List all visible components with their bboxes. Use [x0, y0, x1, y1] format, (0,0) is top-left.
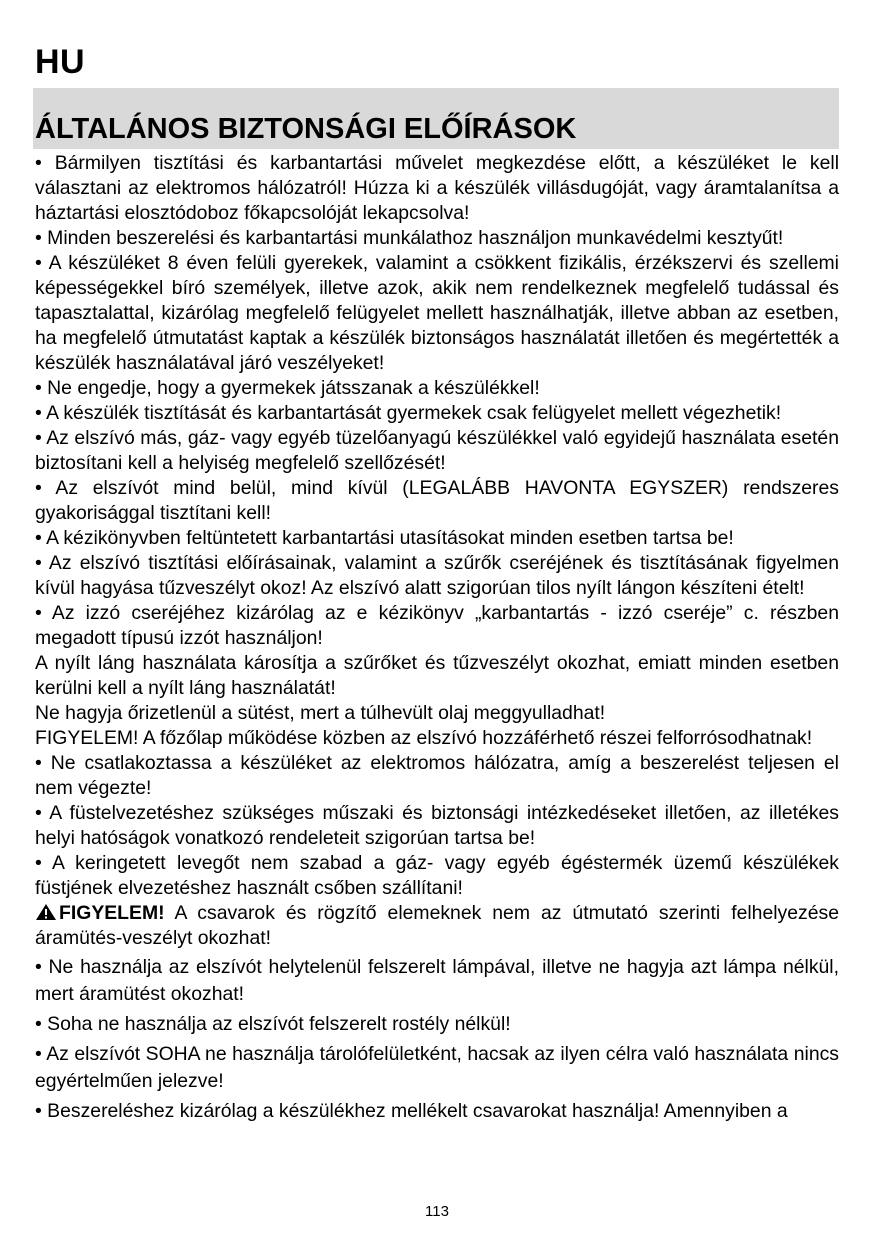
- warning-text: A csavarok és rögzítő elemeknek nem az útmutató szerinti felhelyezése áramütés-veszélyt okozhat!: [35, 902, 839, 949]
- paragraph: • Ne engedje, hogy a gyermekek játsszanak a készülékkel!: [35, 377, 540, 399]
- paragraph: A nyílt láng használata károsítja a szűrőket és tűzveszélyt okozhat, emiatt minden esetben kerülni kell a nyílt láng használatát!: [35, 652, 839, 699]
- paragraph: • A füstelvezetéshez szükséges műszaki és biztonsági intézkedéseket illetően, az illetékes helyi hatóságok vonatkozó rendeleteit szigorúan tartsa be!: [35, 802, 839, 849]
- paragraph: • Soha ne használja az elszívót felszerelt rostély nélkül!: [35, 1013, 511, 1035]
- paragraph: • Az elszívót mind belül, mind kívül (LEGALÁBB HAVONTA EGYSZER) rendszeres gyakorisággal tisztítani kell!: [35, 477, 839, 524]
- paragraph: • A kézikönyvben feltüntetett karbantartási utasításokat minden esetben tartsa be!: [35, 527, 734, 549]
- paragraph: • Minden beszerelési és karbantartási munkálathoz használjon munkavédelmi kesztyűt!: [35, 227, 784, 249]
- safety-text: [35, 151, 839, 1125]
- section-title: ÁLTALÁNOS BIZTONSÁGI ELŐÍRÁSOK: [35, 113, 577, 145]
- warning-paragraph: [35, 901, 839, 951]
- section-title-bar: [33, 88, 839, 149]
- paragraph: • Beszereléshez kizárólag a készülékhez mellékelt csavarokat használja! Amennyiben a: [35, 1100, 788, 1122]
- page-number: 113: [425, 1203, 449, 1220]
- paragraph: • Az elszívót SOHA ne használja tárolófelületként, hacsak az ilyen célra való használata nincs egyértelműen jelezve!: [35, 1043, 839, 1092]
- language-code: HU: [35, 43, 86, 81]
- warning-label: FIGYELEM!: [59, 902, 165, 924]
- paragraph: • Ne használja az elszívót helytelenül felszerelt lámpával, illetve ne hagyja azt lámpa nélkül, mert áramütést okozhat!: [35, 956, 839, 1005]
- paragraph: • Az elszívó tisztítási előírásainak, valamint a szűrők cseréjének és tisztításának figyelmen kívül hagyása tűzveszélyt okoz! Az elszívó alatt szigorúan tilos nyílt lángon készíteni ételt!: [35, 552, 839, 599]
- paragraph: • Az izzó cseréjéhez kizárólag az e kézikönyv „karbantartás - izzó cseréje” c. részben megadott típusú izzót használjon!: [35, 602, 839, 649]
- paragraph: • Bármilyen tisztítási és karbantartási művelet megkezdése előtt, a készüléket le kell választani az elektromos hálózatról! Húzza ki a készülék villásdugóját, vagy áramtalanítsa a háztartási elosztódoboz főkapcsolóját lekapcsolva!: [35, 152, 839, 224]
- paragraph: • Ne csatlakoztassa a készüléket az elektromos hálózatra, amíg a beszerelést teljesen el nem végezte!: [35, 752, 839, 799]
- warning-triangle-icon: [35, 903, 57, 921]
- paragraph: FIGYELEM! A főzőlap működése közben az elszívó hozzáférhető részei felforrósodhatnak!: [35, 727, 813, 749]
- paragraph: • A készülék tisztítását és karbantartását gyermekek csak felügyelet mellett végezhetik!: [35, 402, 782, 424]
- paragraph: Ne hagyja őrizetlenül a sütést, mert a túlhevült olaj meggyulladhat!: [35, 702, 606, 724]
- paragraph: • Az elszívó más, gáz- vagy egyéb tüzelőanyagú készülékkel való egyidejű használata esetén biztosítani kell a helyiség megfelelő szellőzését!: [35, 427, 839, 474]
- paragraph: • A készüléket 8 éven felüli gyerekek, valamint a csökkent fizikális, érzékszervi és szellemi képességekkel bíró személyek, illetve azok, akik nem rendelkeznek megfelelő tudással és tapasztalattal, kizárólag megfelelő felügyelet mellett használhatják, illetve abban az esetben, ha megfelelő útmutatást kaptak a készülék biztonságos használatát illetően és megértették a készülék használatával járó veszélyeket!: [35, 252, 839, 374]
- paragraph: • A keringetett levegőt nem szabad a gáz- vagy egyéb égéstermék üzemű készülékek füstjének elvezetéshez használt csőben szállítani!: [35, 852, 839, 899]
